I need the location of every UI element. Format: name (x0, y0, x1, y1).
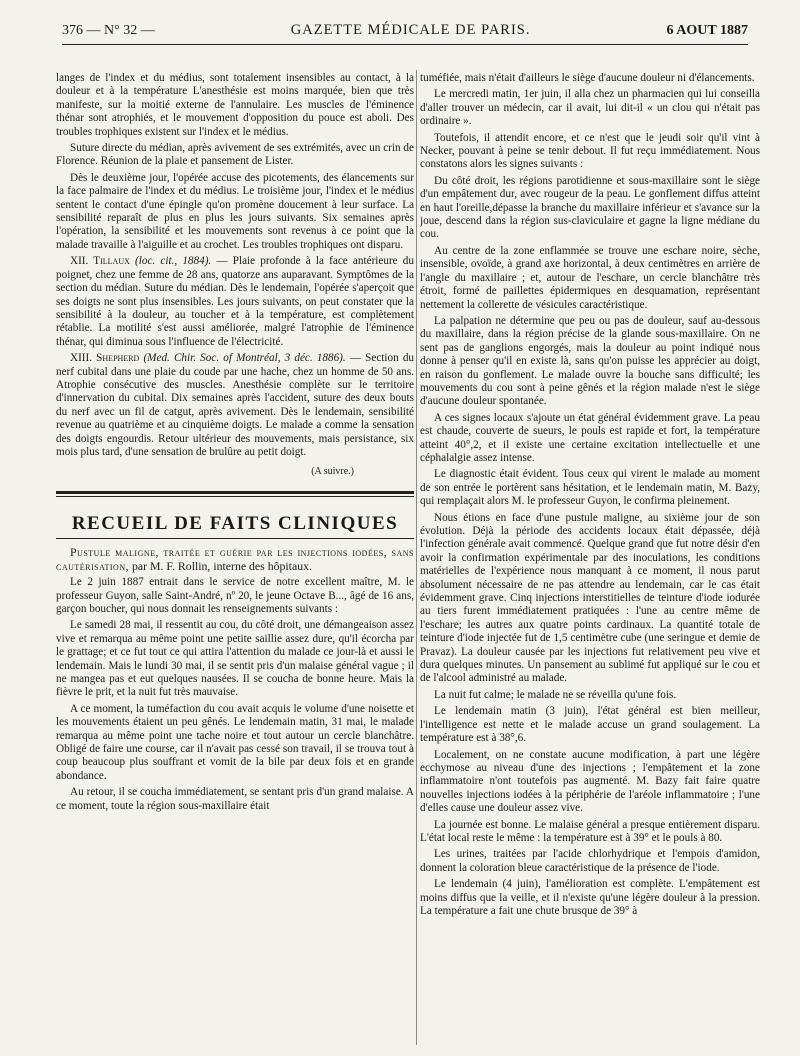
paragraph: langes de l'index et du médius, sont totalement insensibles au contact, à la douleur et à la température L'anesthésie est moins marquée, bien que très manifeste, sur la moitié externe de l'annulaire. Les muscles de l'éminence thénar sont atrophiés, et le mouvement d'opposition du pouce est aboli. Des troubles trophiques existent sur l'index et le médius. (56, 72, 414, 138)
paragraph: tuméfiée, mais n'était d'ailleurs le siège d'aucune douleur ni d'élancements. (420, 72, 755, 84)
section-title: RECUEIL DE FAITS CLINIQUES (71, 512, 399, 534)
paragraph: A ce moment, la tuméfaction du cou avait acquis le volume d'une noisette et les mouvements étaient un peu gênés. Le lendemain matin, 31 mai, le malade remarqua au même point une tache noire et tout autour un cercle blanchâtre. Obligé de faire une course, car il n'avait pas cessé son travail, il se trouva tout à coup beaucoup plus souffrant et vomit de la bile par deux fois et en grande abondance. (56, 702, 414, 782)
paragraph: Toutefois, il attendit encore, et ce n'est que le jeudi soir qu'il vint à Necker, pouvant à peine se tenir debout. Il fut reçu immédiatement. Nous constatons alors les signes suivants : (420, 131, 760, 171)
article-author: par M. F. Rollin, interne des hôpitaux. (132, 559, 312, 574)
case-text: — Section du nerf cubital dans une plaie du coude par une hache, chez un homme de 50 ans. Atrophie consécutive des muscles. Anesthésie complète sur le territoire d'innervation du cubital. Dix semaines après l'accident, suture des deux bouts du nerf avec un fil de catgut, après avivement. Dès le lendemain, sensibilité revenue au quatrième et au cinquième doigts. Le malade a comme la sensation des doigts engourdis. Retour ultérieur des mouvements, mais persistance, six mois plus tard, d'une sensation de brulûre au petit doigt. (56, 352, 414, 458)
issue-date: 6 AOUT 1887 (666, 23, 748, 38)
paragraph: Au centre de la zone enflammée se trouve une eschare noire, sèche, insensible, ovoïde, à grand axe horizontal, à deux centimètres en arrière de l'angle du maxillaire ; et, autour de l'eschare, un cercle blanchâtre très étroit, formé de paillettes épidermiques en desquamation, représentant nettement la collerette de vésicules caractéristique. (420, 244, 760, 311)
section-separator (56, 491, 414, 497)
paragraph: La journée est bonne. Le malaise général a presque entièrement disparu. L'état local reste le même : la température est à 39° et le pouls à 80. (420, 818, 760, 844)
paragraph: A ces signes locaux s'ajoute un état général évidemment grave. La peau est chaude, couverte de sueurs, le pouls est rapide et fort, la température atteint 40°,2, et il existe une certaine excitation intellectuelle et une céphalalgie assez intense. (420, 411, 760, 464)
paragraph: Au retour, il se coucha immédiatement, se sentant pris d'un grand malaise. A ce moment, toute la région sous-maxillaire était (56, 786, 414, 812)
page-number: 376 — N° 32 — (62, 23, 155, 38)
case-label: XIII. Shepherd (70, 352, 140, 365)
paragraph: Le lendemain (4 juin), l'amélioration est complète. L'empâtement est moins diffus que la veille, et il n'existe qu'une légère douleur à la pression. La température a fait une chute brusque de 39° à (420, 878, 760, 917)
paragraph: Le lendemain matin (3 juin), l'état général est bien meilleur, l'intelligence est nette et le malade accuse un grand soulagement. La température est à 38°,6. (420, 705, 760, 745)
paragraph: La nuit fut calme; le malade ne se réveilla qu'une fois. (434, 688, 677, 701)
case-text: — Plaie profonde à la face antérieure du poignet, chez une femme de 28 ans, quatorze ans auparavant. Symptômes de la section du médian. Suture du médian. Dès le lendemain, l'opérée s'aperçoit que ses doigts ne sont plus insensibles. Les jours suivants, on peut constater que la sensibilité à la douleur, au toucher et à la température, est complètement rétablie. La motilité s'est aussi améliorée, malgré l'atrophie de l'éminence thénar, qui diminua sous l'influence de l'électricité. (56, 255, 414, 348)
page-header (62, 22, 748, 45)
paragraph: Le mercredi matin, 1er juin, il alla chez un pharmacien qui lui conseilla d'aller trouver un médecin, car il avait, lui dit-il « un clou qui n'était pas ordinaire ». (420, 88, 760, 128)
to-follow-note: (A suivre.) (311, 466, 354, 478)
case-reference: (loc. cit., 1884). (135, 255, 212, 268)
paragraph: Localement, on ne constate aucune modification, à part une légère ecchymose au niveau d'une des injections ; l'empâtement et la zone inflammatoire n'ont toutefois pas augmenté. M. Bazy fait faire quatre nouvelles injections iodées à la périphérie de l'aréole inflammatoire ; l'une d'elles cause une douleur assez vive. (420, 748, 760, 815)
right-column (420, 72, 760, 1047)
paragraph: Suture directe du médian, après avivement de ses extrémités, avec un crin de Florence. Réunion de la plaie et pansement de Lister. (56, 142, 414, 168)
paragraph: Le 2 juin 1887 entrait dans le service de notre excellent maître, M. le professeur Guyon, salle Saint-André, nº 20, le jeune Octave B..., âgé de 16 ans, garçon boucher, qui nous donnait les renseignements suivants : (56, 576, 414, 615)
article-title (56, 545, 414, 573)
paragraph: La palpation ne détermine que peu ou pas de douleur, sauf au-dessous du maxillaire, dans la région précise de la glande sous-maxillaire. On ne sent pas de ganglions engorgés, mais la douleur au point indiqué nous donne à penser qu'il en existe là, sans qu'on puisse les apprécier au doigt, en raison du gonflement. Le malade ouvre la bouche sans difficulté; les mouvements du cou sont à peine gênés et la région malade n'est le siège d'aucune douleur spontanée. (420, 314, 760, 408)
case-label: XII. Tillaux (70, 255, 130, 268)
paragraph: Le samedi 28 mai, il ressentit au cou, du côté droit, une démangeaison assez vive et remarqua au même point une petite saillie assez dure, qu'il écorcha par le grattage; et ce fut tout ce qui attira l'attention du malade ce jour-là et aussi le lendemain. Mais le lundi 30 mai, il se sentit pris d'un malaise général vague ; il ne mangea pas et eut quelques nausées. Il se coucha de bonne heure. Mais la fièvre le prit, et la nuit fut très mauvaise. (56, 619, 414, 699)
left-column (56, 72, 414, 1047)
section-title-rule (56, 538, 414, 539)
column-divider (416, 70, 417, 1045)
paragraph: Dès le deuxième jour, l'opérée accuse des picotements, des élancements sur la face palmaire de l'index et du médius. Le troisième jour, l'index et le médius sentent le contact d'une épingle qu'on promène doucement à leur surface. La sensibilité reparaît de plus en plus les jours suivants. Six semaines après l'opération, la sensibilité et les mouvements sont revenus à ce point que la malade travaille à l'aiguille et au crochet. Les troubles trophiques ont disparu. (56, 171, 414, 251)
case-xii (56, 255, 414, 349)
journal-title: GAZETTE MÉDICALE DE PARIS. (290, 22, 531, 38)
paragraph: Nous étions en face d'une pustule maligne, au sixième jour de son évolution. Déjà la période des accidents locaux était dépassée, déjà l'infection générale avait commencé. Quelque grand que fut notre désir d'en avoir la confirmation expérimentale par des inoculations, les conditions matérielles de l'expérience nous manquant à ce moment, il nous parut absolument nécessaire de ne pas attendre au lendemain, car le cas était évidemment grave. Cinq injections interstitielles de teinture d'iode iodurée au tiers furent immédiatement pratiquées : l'une au centre même de l'eschare; les autres aux quatre points cardinaux. La quantité totale de teinture d'iode injectée fut de 1,5 centimètre cube (une seringue et demie de Pravaz). La douleur causée par les injections fut relativement peu vive et dura quelques minutes. Un pansement au sublimé fut appliqué sur le cou et de l'alcool administré au malade. (420, 511, 760, 685)
case-reference: (Med. Chir. Soc. of Montréal, 3 déc. 1886). (143, 352, 346, 365)
paragraph: Les urines, traitées par l'acide chlorhydrique et l'empois d'amidon, donnent la coloration bleue caractéristique de la présence de l'iode. (420, 848, 760, 874)
case-xiii (56, 352, 414, 459)
paragraph: Le diagnostic était évident. Tous ceux qui virent le malade au moment de son entrée le portèrent sans hésitation, et le lendemain matin, M. Bazy, qui remplaçait alors M. le professeur Guyon, le confirma pleinement. (420, 468, 760, 508)
article-title-caps: Pustule maligne, traitée et guérie par les injections iodées, sans cautérisation, (56, 545, 414, 574)
paragraph: Du côté droit, les régions parotidienne et sous-maxillaire sont le siège d'un empâtement dur, avec rougeur de la peau. Le gonflement diffus atteint en haut l'oreille,dépasse la branche du maxillaire inférieur et s'avance sur la joue, descend dans la région sus-claviculaire et gagne la ligne médiane du cou. (420, 174, 760, 241)
